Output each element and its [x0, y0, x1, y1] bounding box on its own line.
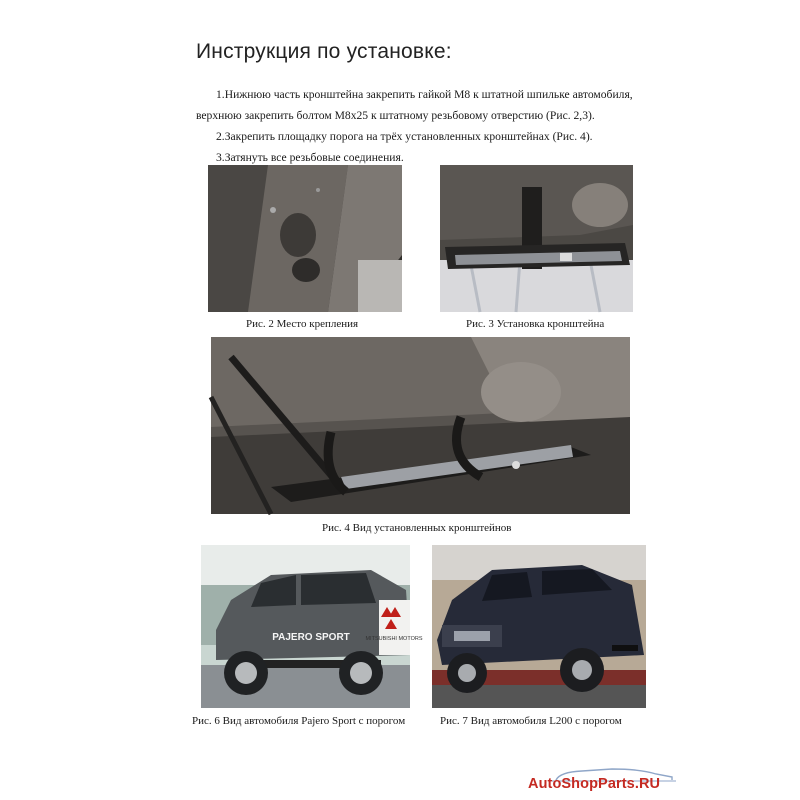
dealer-sign-text: MITSUBISHI MOTORS	[365, 636, 423, 642]
figure-2-caption: Рис. 2 Место крепления	[246, 318, 359, 330]
instructions	[196, 84, 656, 168]
step-3: 3.Затянуть все резьбовые соединения.	[216, 151, 404, 164]
figure-6-caption: Рис. 6 Вид автомобиля Pajero Sport с порогом	[192, 715, 406, 727]
figure-7-photo	[432, 545, 646, 708]
figure-4-photo	[211, 337, 630, 514]
step-2: 2.Закрепить площадку порога на трёх установленных кронштейнах (Рис. 4).	[216, 130, 593, 143]
step-1-line-2: верхнюю закрепить болтом М8х25 к штатному резьбовому отверстию (Рис. 2,3).	[196, 109, 595, 122]
step-1-line-1: 1.Нижнюю часть кронштейна закрепить гайкой М8 к штатной шпильке автомобиля,	[216, 88, 633, 101]
figure-4-caption: Рис. 4 Вид установленных кронштейнов	[322, 522, 512, 534]
watermark-logo	[528, 768, 688, 796]
watermark-text: AutoShopParts.RU	[528, 776, 661, 792]
door-decal-text: PAJERO SPORT	[272, 632, 350, 643]
figure-6-photo	[201, 545, 423, 708]
figure-7-caption: Рис. 7 Вид автомобиля L200 с порогом	[440, 715, 622, 727]
figure-3-photo	[440, 165, 633, 312]
figure-2-photo	[208, 165, 402, 312]
page-title: Инструкция по установке:	[196, 40, 452, 63]
figure-3-caption: Рис. 3 Установка кронштейна	[466, 318, 605, 330]
